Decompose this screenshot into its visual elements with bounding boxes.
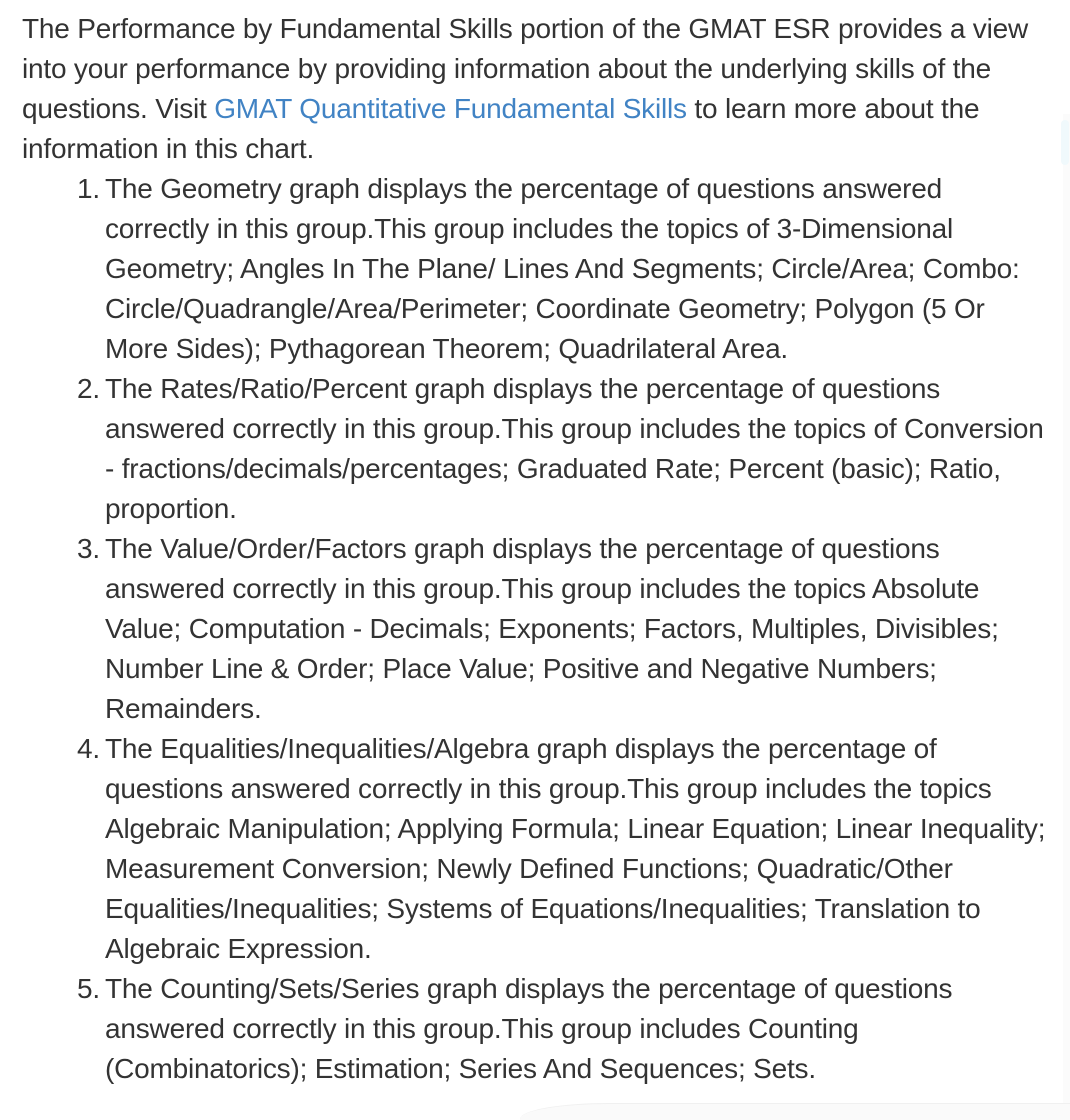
skills-list-item-counting-sets-series bbox=[22, 969, 1052, 1089]
skills-list bbox=[22, 169, 1052, 1089]
list-item-number: 5. bbox=[77, 973, 100, 1004]
list-item-text: The Equalities/Inequalities/Algebra graph displays the percentage of questions answered correctly in this group.This group includes the topics Algebraic Manipulation; Applying Formula; Linear Equation; Linear Inequality; Measurement Conversion; Newly Defined Functions; Quadratic/Other Equalities/Inequalities; Systems of Equations/Inequalities; Translation to Algebraic Expression. bbox=[105, 733, 1046, 964]
skills-list-item-rates-ratio-percent bbox=[22, 369, 1052, 529]
skills-list-item-value-order-factors bbox=[22, 529, 1052, 729]
list-item-number: 1. bbox=[77, 173, 100, 204]
skills-list-item-equalities-inequalities-algebra bbox=[22, 729, 1052, 969]
list-item-number: 4. bbox=[77, 733, 100, 764]
gmat-quantitative-fundamental-skills-link[interactable]: GMAT Quantitative Fundamental Skills bbox=[214, 93, 687, 124]
list-item-text: The Rates/Ratio/Percent graph displays the percentage of questions answered correctly in this group.This group includes the topics of Conversion - fractions/decimals/percentages; Graduated Rate; Percent (basic); Ratio, proportion. bbox=[105, 373, 1044, 524]
list-item-number: 3. bbox=[77, 533, 100, 564]
partial-card-bottom-edge bbox=[520, 1103, 1070, 1120]
list-item-number: 2. bbox=[77, 373, 100, 404]
right-edge-panel-accent bbox=[1061, 120, 1069, 165]
skills-list-item-geometry bbox=[22, 169, 1052, 369]
list-item-text: The Value/Order/Factors graph displays the percentage of questions answered correctly in this group.This group includes the topics Absolute Value; Computation - Decimals; Exponents; Factors, Multiples, Divisibles; Number Line & Order; Place Value; Positive and Negative Numbers; Remainders. bbox=[105, 533, 999, 724]
list-item-text: The Counting/Sets/Series graph displays the percentage of questions answered correctly in this group.This group includes Counting (Combinatorics); Estimation; Series And Sequences; Sets. bbox=[105, 973, 953, 1084]
intro-text-after-link: to learn more about the information in this chart. bbox=[22, 93, 980, 164]
list-item-text: The Geometry graph displays the percentage of questions answered correctly in this group.This group includes the topics of 3-Dimensional Geometry; Angles In The Plane/ Lines And Segments; Circle/Area; Combo: Circle/Quadrangle/Area/Perimeter; Coordinate Geometry; Polygon (5 Or More Sides); Pythagorean Theorem; Quadrilateral Area. bbox=[105, 173, 1020, 364]
intro-text-before-link: The Performance by Fundamental Skills portion of the GMAT ESR provides a view into your performance by providing information about the underlying skills of the questions. Visit bbox=[22, 13, 1029, 124]
intro-paragraph bbox=[22, 9, 1052, 169]
right-edge-panel bbox=[1063, 114, 1070, 1120]
